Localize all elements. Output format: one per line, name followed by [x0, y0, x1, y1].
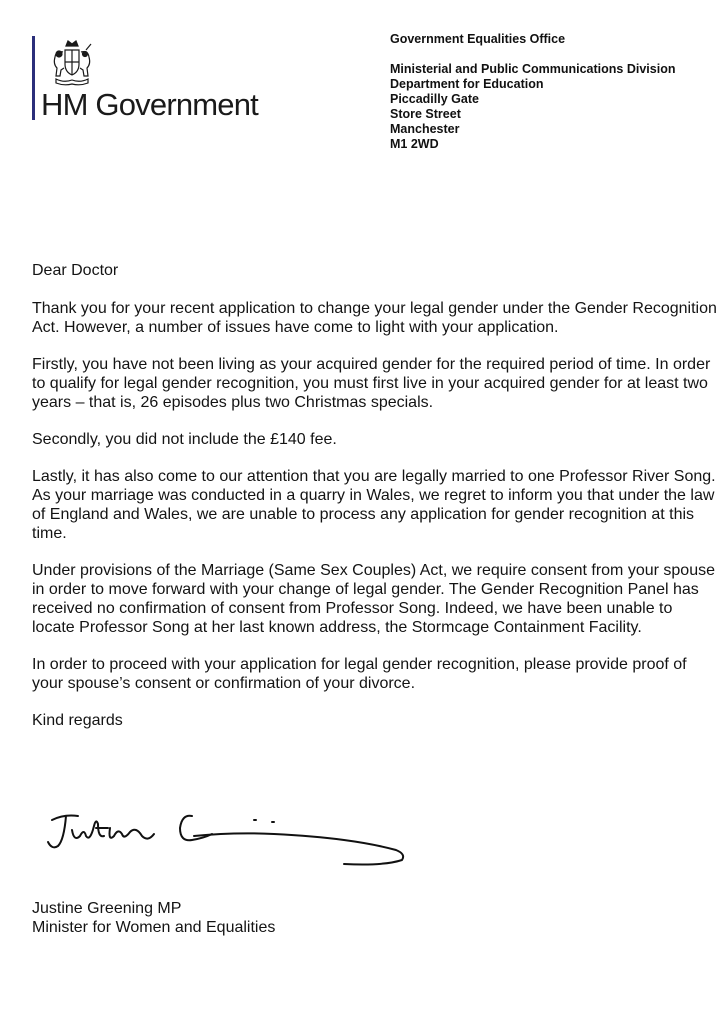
address-line: Store Street [390, 107, 461, 121]
letter-paragraph: Secondly, you did not include the £140 fee. [32, 431, 337, 448]
letter-paragraph: Firstly, you have not been living as your acquired gender for the required period of time. In order to qualify for legal gender recognition, you must first live in your acquired gender for at least two years – that is, 26 episodes plus two Christmas specials. [32, 356, 711, 411]
salutation: Dear Doctor [32, 262, 119, 279]
letter-paragraph: Thank you for your recent application to change your legal gender under the Gender Recognition Act. However, a number of issues have come to light with your application. [32, 300, 717, 336]
address-line: M1 2WD [390, 137, 439, 151]
logo-text: HM Government [41, 87, 258, 122]
letter-paragraph: In order to proceed with your application for legal gender recognition, please provide proof of your spouse’s consent or confirmation of your divorce. [32, 656, 687, 692]
address-line: Ministerial and Public Communications Division [390, 62, 676, 76]
logo-accent-bar [32, 36, 35, 120]
signatory-name: Justine Greening MP [32, 900, 182, 917]
letter-paragraph: Under provisions of the Marriage (Same Sex Couples) Act, we require consent from your spouse in order to move forward with your change of legal gender. The Gender Recognition Panel has received no confirmation of consent from Professor Song. Indeed, we have been unable to locate Professor Song at her last known address, the Stormcage Containment Facility. [32, 562, 715, 636]
office-name: Government Equalities Office [390, 32, 566, 46]
letter-paragraph: Lastly, it has also come to our attention that you are legally married to one Professor River Song. As your marriage was conducted in a quarry in Wales, we regret to inform you that under the law of England and Wales, we are unable to process any application for gender recognition at this time. [32, 468, 716, 542]
handwritten-signature [44, 806, 414, 872]
address-line: Manchester [390, 122, 460, 136]
signatory-block [32, 899, 275, 937]
address-line: Department for Education [390, 77, 544, 91]
hm-government-logo [32, 36, 292, 122]
royal-coat-of-arms-icon [44, 38, 100, 88]
sender-address [390, 32, 675, 152]
letter-body [32, 261, 717, 748]
closing: Kind regards [32, 712, 123, 729]
signatory-title: Minister for Women and Equalities [32, 919, 276, 936]
address-line: Piccadilly Gate [390, 92, 479, 106]
